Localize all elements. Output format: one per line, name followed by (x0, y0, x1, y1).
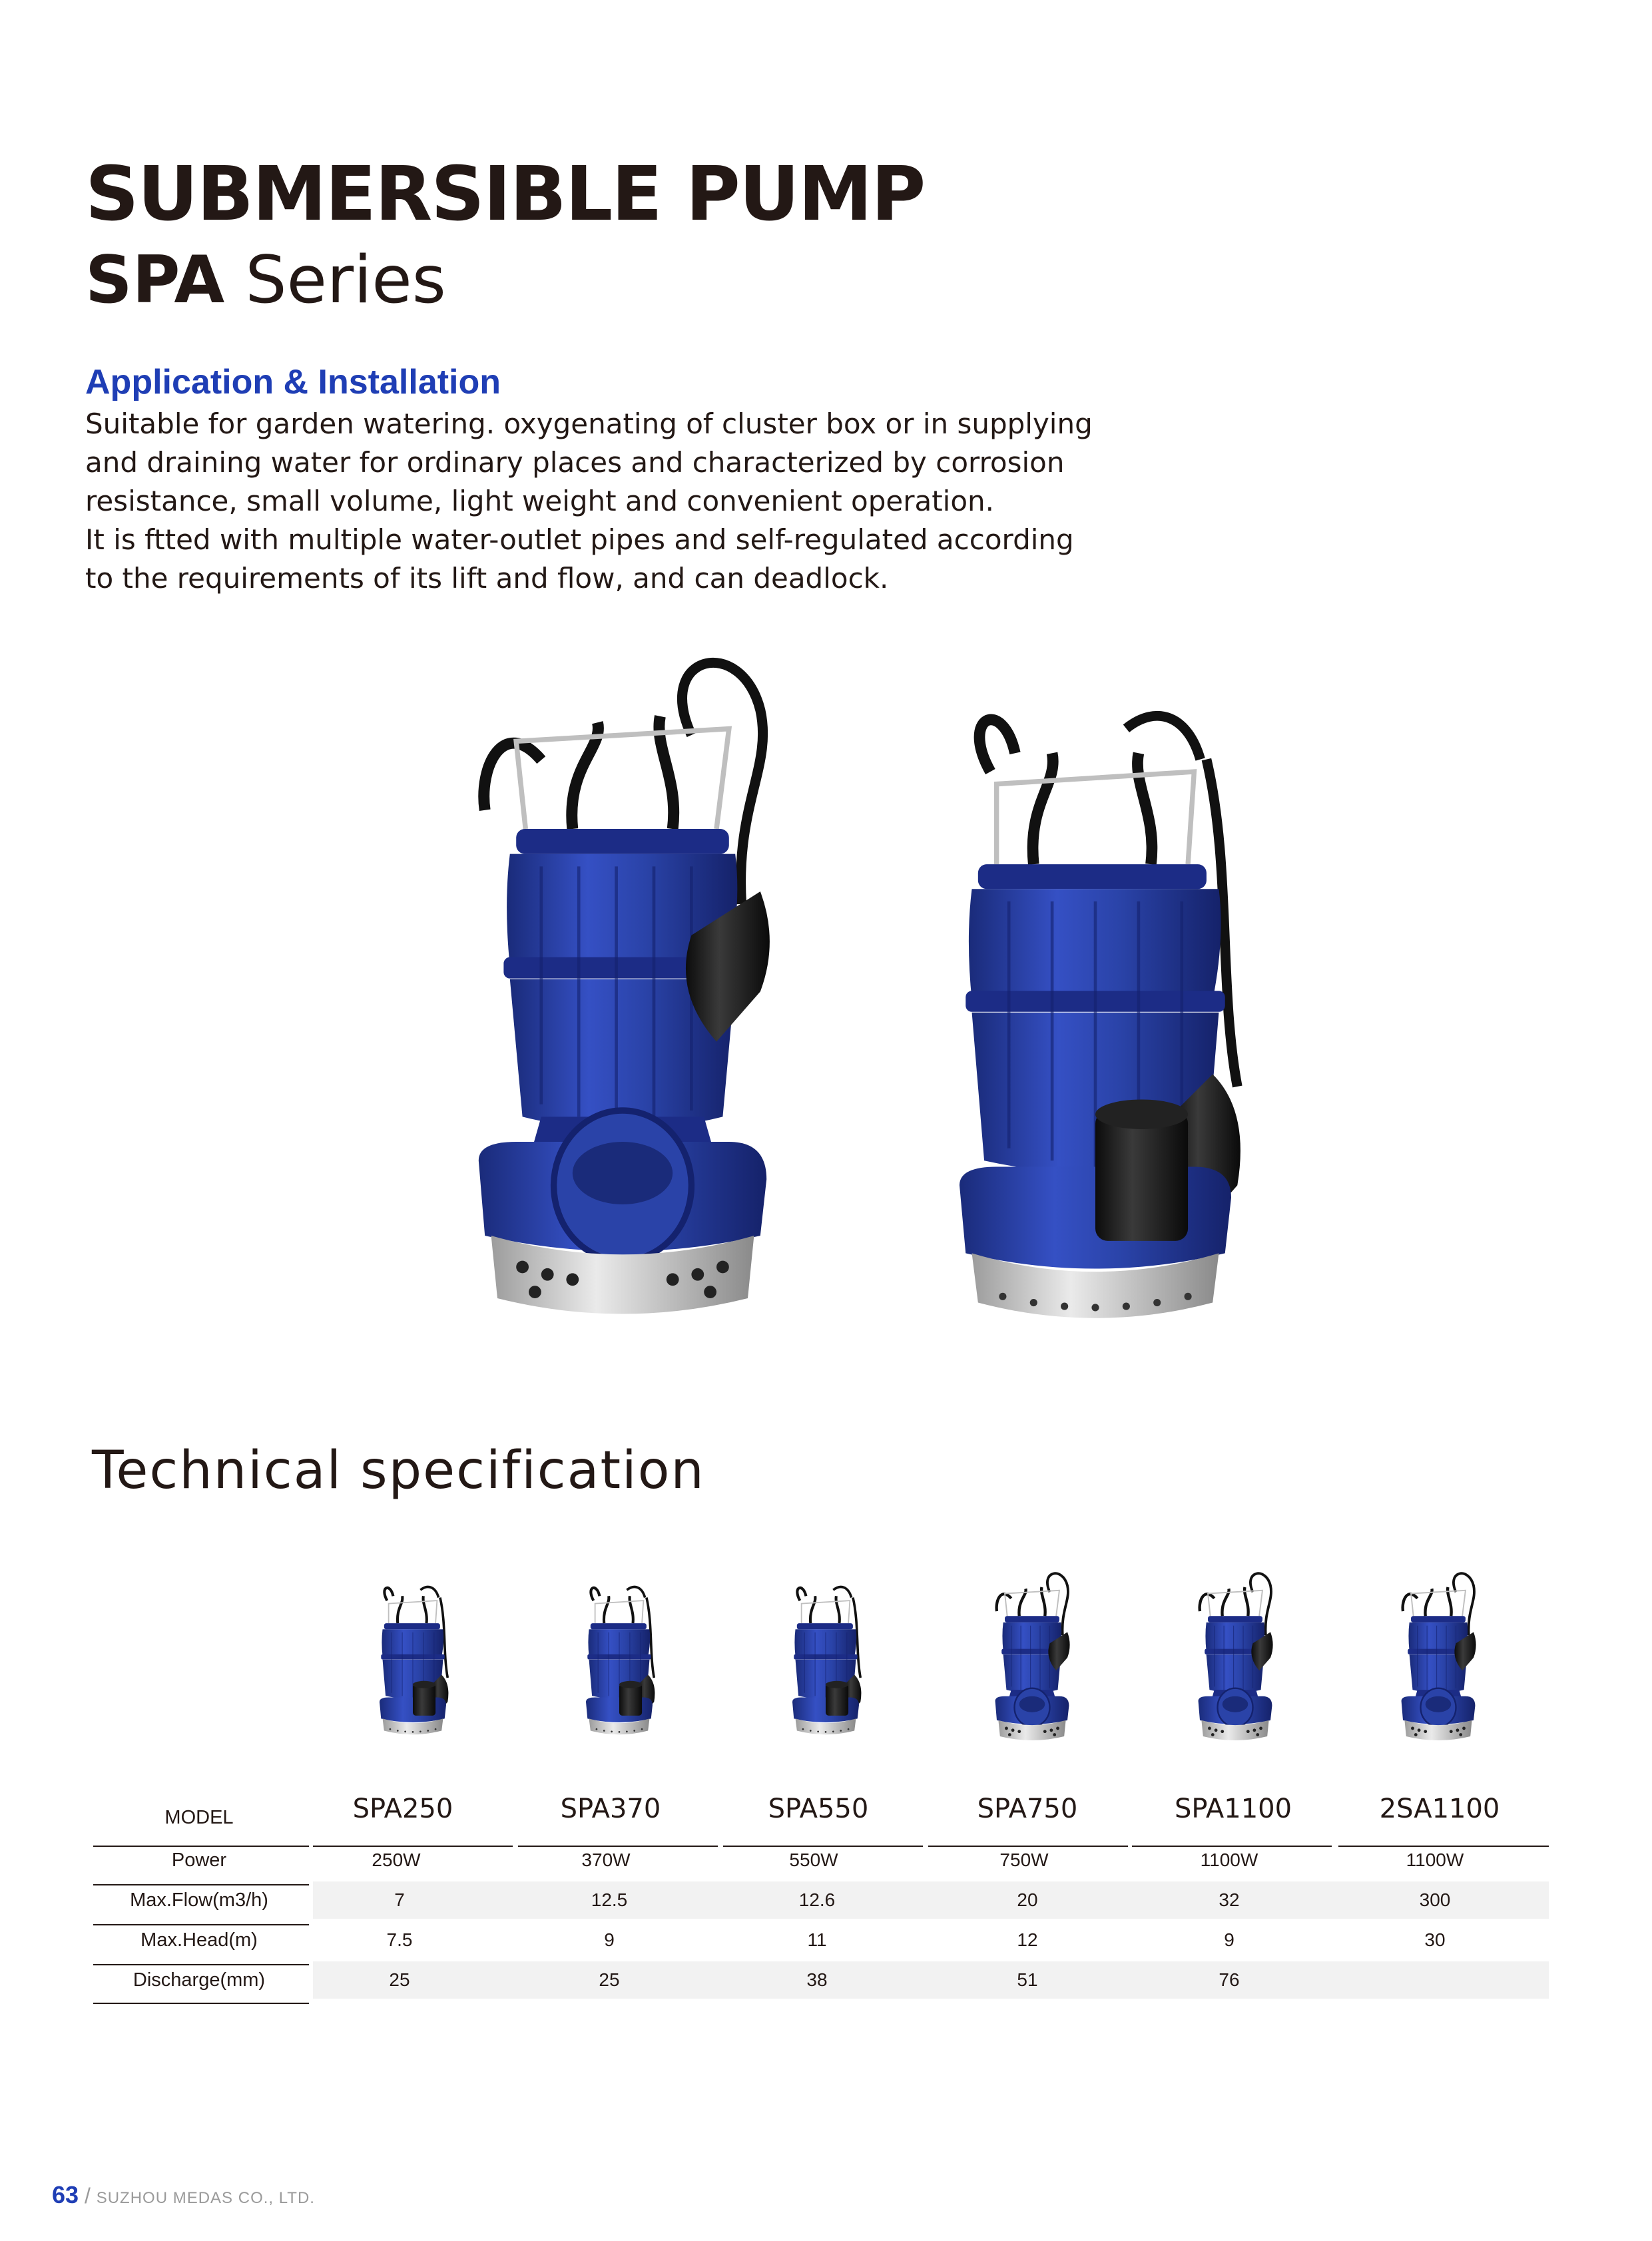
model-thumbnail (985, 1568, 1079, 1744)
flow-value: 7 (394, 1889, 405, 1910)
application-text (85, 405, 1124, 598)
model-thumbnail (779, 1578, 872, 1744)
discharge-value: 76 (1219, 1969, 1240, 1990)
label-discharge: Discharge(mm) (133, 1969, 266, 1991)
discharge-value: 25 (599, 1969, 620, 1990)
head-value: 9 (604, 1929, 615, 1950)
series-code: SPA (85, 242, 225, 318)
power-value: 750W (999, 1850, 1049, 1870)
model-name: SPA250 (352, 1794, 453, 1824)
row-rule (93, 1924, 309, 1925)
tech-spec-title: Technical specification (92, 1441, 705, 1501)
flow-value: 300 (1419, 1889, 1451, 1910)
page-footer (52, 2181, 315, 2209)
header-rule (518, 1846, 718, 1847)
row-rule (93, 2003, 309, 2004)
model-thumbnail (1189, 1568, 1282, 1744)
flow-value: 32 (1219, 1889, 1240, 1910)
label-model: MODEL (164, 1807, 234, 1828)
power-value: 1100W (1406, 1850, 1464, 1870)
footer-separator: / (84, 2184, 91, 2208)
model-name: SPA550 (768, 1794, 869, 1824)
flow-value: 12.6 (798, 1889, 836, 1910)
application-line: resistance, small volume, light weight and convenient operation. (85, 485, 995, 517)
head-value: 12 (1017, 1929, 1038, 1950)
power-value: 250W (372, 1850, 421, 1870)
head-value: 11 (807, 1929, 827, 1950)
head-value: 7.5 (386, 1929, 413, 1950)
company-name: SUZHOU MEDAS CO., LTD. (96, 2189, 315, 2207)
series-subtitle (85, 242, 446, 318)
model-name: SPA1100 (1174, 1794, 1292, 1824)
application-heading: Application & Installation (85, 363, 501, 401)
model-thumbnail (1392, 1568, 1485, 1744)
application-line: to the requirements of its lift and flow, and can deadlock. (85, 562, 889, 595)
label-max-flow: Max.Flow(m3/h) (130, 1889, 268, 1911)
head-value: 9 (1224, 1929, 1235, 1950)
row-rule (93, 1884, 309, 1885)
model-thumbnail (366, 1578, 459, 1744)
discharge-value: 38 (806, 1969, 828, 1990)
header-rule (928, 1846, 1128, 1847)
head-value: 30 (1424, 1929, 1446, 1950)
page-number: 63 (52, 2181, 79, 2208)
pump-photo-side-outlet (466, 613, 779, 1358)
discharge-value: 25 (389, 1969, 410, 1990)
discharge-value: 51 (1017, 1969, 1038, 1990)
power-value: 550W (789, 1850, 838, 1870)
header-rule (1338, 1846, 1549, 1847)
flow-value: 20 (1017, 1889, 1038, 1910)
pump-photo-hose-outlet (939, 679, 1252, 1358)
label-power: Power (171, 1850, 227, 1871)
application-line: and draining water for ordinary places and characterized by corrosion (85, 446, 1065, 479)
row-rule (93, 1846, 309, 1847)
header-rule (1132, 1846, 1332, 1847)
model-thumbnail (573, 1578, 666, 1744)
flow-value: 12.5 (591, 1889, 628, 1910)
model-name: SPA370 (560, 1794, 661, 1824)
page-title: SUBMERSIBLE PUMP (85, 151, 925, 238)
model-name: 2SA1100 (1379, 1794, 1500, 1824)
application-line: Suitable for garden watering. oxygenating of cluster box or in supplying (85, 407, 1093, 440)
label-max-head: Max.Head(m) (140, 1929, 258, 1951)
model-name: SPA750 (977, 1794, 1078, 1824)
series-word: Series (224, 242, 446, 318)
application-line: It is ftted with multiple water-outlet pipes and self-regulated according (85, 523, 1074, 556)
row-rule (93, 1964, 309, 1965)
header-rule (313, 1846, 513, 1847)
power-value: 370W (581, 1850, 631, 1870)
power-value: 1100W (1200, 1850, 1258, 1870)
header-rule (723, 1846, 923, 1847)
